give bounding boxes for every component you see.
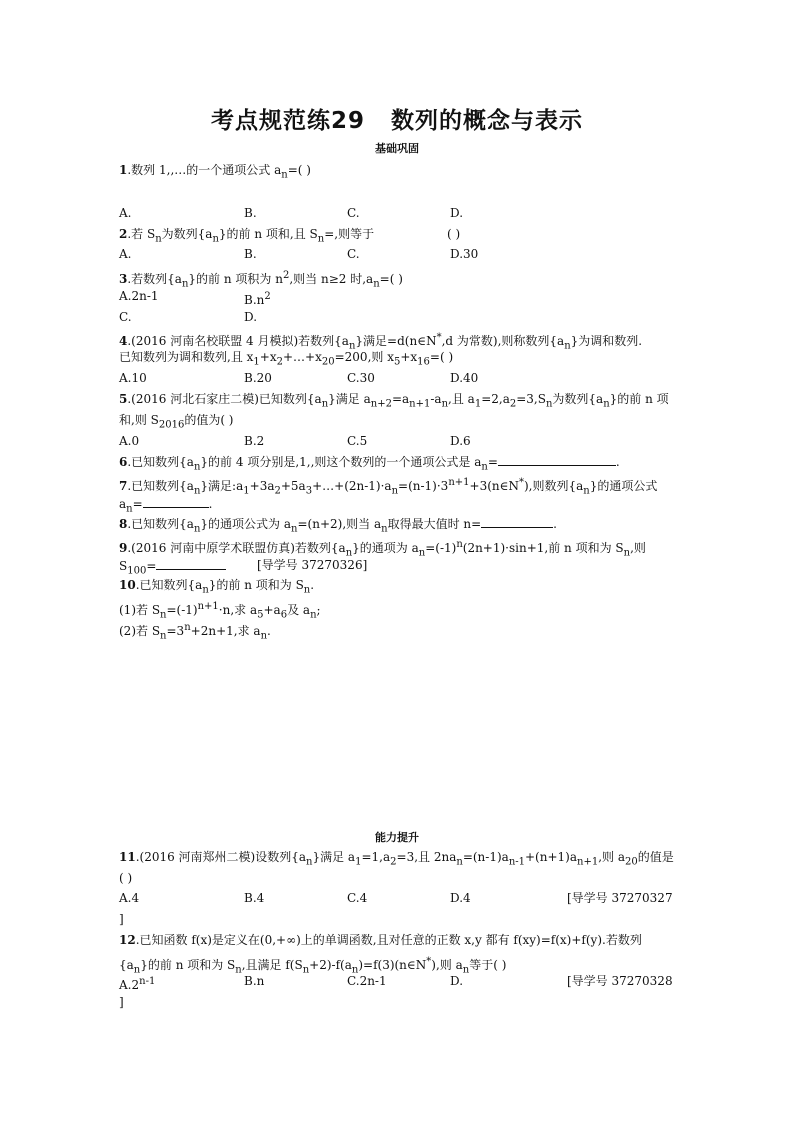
option-a[interactable]: A.0: [119, 434, 140, 448]
answer-blank[interactable]: [498, 454, 616, 466]
answer-blank[interactable]: [143, 496, 209, 508]
question-5-line2: 和,则 $S_{2016}$的值为( ): [119, 413, 234, 431]
option-c[interactable]: C.: [347, 206, 360, 220]
option-b[interactable]: B.4: [244, 891, 265, 905]
option-a[interactable]: A.2n-1: [119, 289, 159, 303]
option-b[interactable]: B.: [244, 247, 257, 261]
option-b[interactable]: $B.n^2$: [244, 291, 271, 307]
option-d[interactable]: D.: [244, 310, 258, 324]
option-d[interactable]: D.6: [450, 434, 471, 448]
question-11-paren: ( ): [119, 871, 133, 885]
reference-number: [导学号 37270327: [567, 891, 673, 905]
option-a[interactable]: A.: [119, 247, 132, 261]
question-10-part2: (2)若 $S_n=3^n+2n+1$,求 $a_n$.: [119, 622, 271, 642]
question-4: 4.(2016 河南名校联盟 4 月模拟)若数列$\{a_n\}$满足=d(n∈N*,d 为常数),则称数列$\{a_n\}$为调和数列.: [119, 332, 643, 352]
option-c[interactable]: C.5: [347, 434, 368, 448]
question-12-line2: $\{a_n\}$的前 n 项和为 $S_n$,且满足 $f(S_n+2)-f(a_n)=f(3)(n\in N^*)$,则 $a_n$等于( ): [119, 956, 507, 976]
question-2: 2.若 $S_n$为数列$\{a_n\}$的前 n 项和,且 $S_n=$,则等于 ( ): [119, 227, 461, 245]
question-9-line2: $S_{100}=$ [导学号 37270326]: [119, 558, 368, 577]
reference-number: [导学号 37270326]: [257, 558, 368, 572]
option-a[interactable]: A.10: [119, 371, 147, 385]
question-11: 11.(2016 河南郑州二模)设数列$\{a_n\}$满足 $a_1=1,a_2=3$,且 $2na_n=(n-1)a_{n-1}+(n+1)a_{n+1}$,则 $a_{20}$的值是: [119, 850, 674, 868]
option-a[interactable]: A.2$^{n-1}$: [119, 976, 156, 992]
option-c[interactable]: C.: [119, 310, 132, 324]
answer-blank[interactable]: [481, 516, 553, 528]
title-part2: 数列的概念与表示: [391, 108, 583, 134]
question-12-ref-end: ]: [119, 995, 124, 1009]
option-d[interactable]: D.: [450, 206, 464, 220]
option-a[interactable]: A.: [119, 206, 132, 220]
question-10-part1: (1)若 $S_n=(-1)^{n+1}\cdot n$,求 $a_5+a_6$及 $a_n$;: [119, 601, 321, 621]
question-10: 10.已知数列$\{a_n\}$的前 n 项和为 $S_n$.: [119, 578, 315, 596]
answer-blank[interactable]: [156, 558, 226, 570]
question-11-ref-end: ]: [119, 912, 124, 926]
option-b[interactable]: B.2: [244, 434, 265, 448]
question-3: 3.若数列$\{a_n\}$的前 n 项积为 $n^2$,则当 n≥2 时$,a_n=$( ): [119, 270, 403, 290]
question-9: 9.(2016 河南中原学术联盟仿真)若数列$\{a_n\}$的通项为 $a_n=(-1)^n(2n+1)\cdot\sin+1$,前 n 项和为 $S_n$,则: [119, 539, 646, 559]
question-4-line2: 已知数列为调和数列,且 $x_1+x_2+\dots+x_{20}=200$,则 $x_5+x_{16}=$( ): [119, 350, 454, 368]
option-b[interactable]: B.: [244, 206, 257, 220]
title-part1: 考点规范练29: [210, 108, 365, 134]
question-6: 6.已知数列$\{a_n\}$的前 4 项分别是,1,,则这个数列的一个通项公式是 $a_n=$ .: [119, 455, 620, 473]
option-c[interactable]: C.2n-1: [347, 974, 387, 988]
question-7-line2: $a_n=$ .: [119, 497, 213, 515]
option-d[interactable]: D.40: [450, 371, 479, 385]
section-basic: 基础巩固: [375, 142, 419, 155]
option-c[interactable]: C.4: [347, 891, 368, 905]
question-5: 5.(2016 河北石家庄二模)已知数列$\{a_n\}$满足 $a_{n+2}=a_{n+1}-a_n$,且 $a_1=2,a_2=3,S_n$为数列$\{a_n\}$的前 n 项: [119, 392, 669, 410]
page-title: [0, 102, 794, 135]
section-advanced: 能力提升: [375, 831, 419, 844]
question-7: 7.已知数列$\{a_n\}$满足$:a_1+3a_2+5a_3+\dots+(2n-1)\cdot a_n=(n-1)\cdot 3^{n+1}+3(n\in N^*)$,则数列$\{a_n\}$的通项公式: [119, 477, 658, 497]
question-8: 8.已知数列$\{a_n\}$的通项公式为 $a_n=(n+2)$,则当 $a_n$取得最大值时 n= .: [119, 517, 557, 535]
question-12: 12.已知函数 f(x)是定义在(0,+∞)上的单调函数,且对任意的正数 x,y 都有 f(xy)=f(x)+f(y).若数列: [119, 933, 642, 947]
option-a[interactable]: A.4: [119, 891, 140, 905]
option-d[interactable]: D.: [450, 974, 464, 988]
option-d[interactable]: D.4: [450, 891, 471, 905]
option-c[interactable]: C.: [347, 247, 360, 261]
question-1: 1.数列 1,,…的一个通项公式 $a_n=$( ): [119, 163, 311, 181]
reference-number: [导学号 37270328: [567, 974, 673, 988]
option-c[interactable]: C.30: [347, 371, 375, 385]
option-b[interactable]: B.20: [244, 371, 272, 385]
option-b[interactable]: B.n: [244, 974, 265, 988]
option-d[interactable]: D.30: [450, 247, 479, 261]
